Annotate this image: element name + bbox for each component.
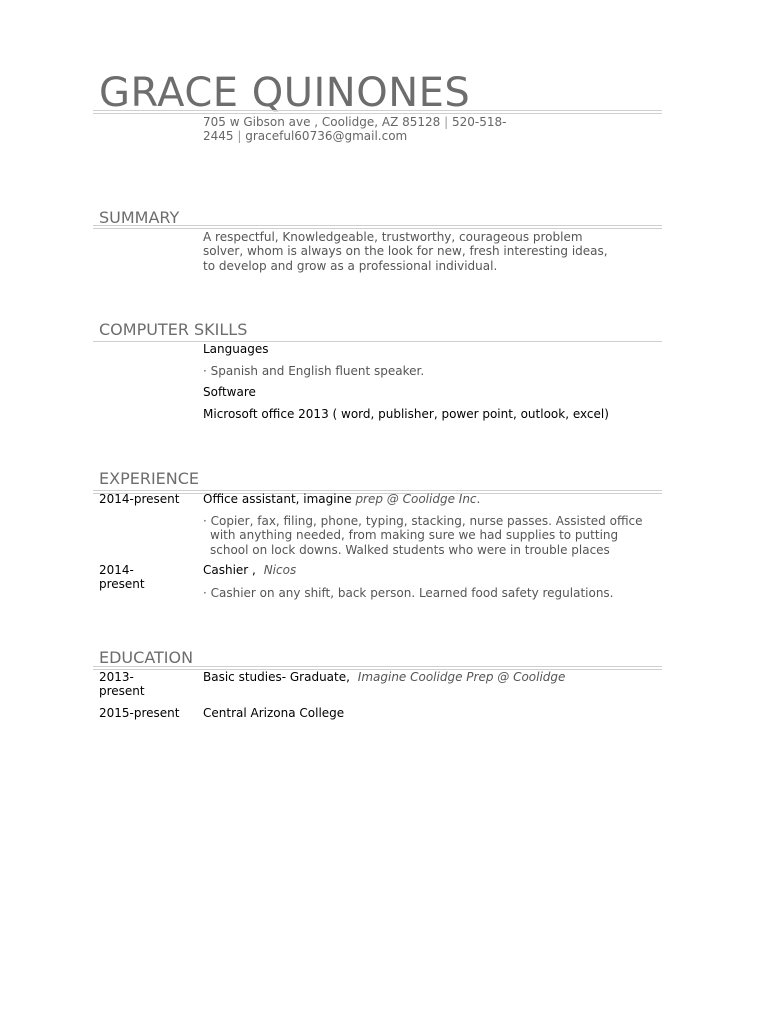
- separator: |: [237, 129, 242, 143]
- summary-line: solver, whom is always on the look for new, fresh interesting ideas,: [203, 244, 608, 259]
- software-label: Software: [203, 385, 256, 399]
- job-bullet-line: · Copier, fax, filing, phone, typing, stacking, nurse passes. Assisted office: [203, 514, 643, 528]
- languages-bullet: · Spanish and English fluent speaker.: [203, 364, 425, 378]
- email: graceful60736@gmail.com: [245, 129, 408, 143]
- summary-title: SUMMARY: [99, 208, 180, 227]
- address: 705 w Gibson ave , Coolidge, AZ 85128: [203, 115, 441, 129]
- summary-text: [203, 230, 633, 273]
- contact-info: [203, 115, 513, 143]
- job-role: Office assistant, imagine: [203, 492, 352, 506]
- job-title: [203, 563, 296, 577]
- skills-divider: [93, 341, 662, 342]
- education-school: Imagine Coolidge Prep @ Coolidge: [357, 670, 566, 684]
- phone-part-1: 520-518-: [452, 115, 507, 129]
- education-date: [99, 670, 145, 699]
- summary-divider: [93, 225, 662, 229]
- summary-line: to develop and grow as a professional individual.: [203, 258, 498, 273]
- job-org: Nicos: [263, 563, 297, 577]
- education-date-line: present: [99, 684, 145, 699]
- job-date: [99, 563, 145, 592]
- job-description: [203, 514, 648, 557]
- candidate-name: GRACE QUINONES: [99, 70, 471, 116]
- job-date: 2014-present: [99, 492, 180, 506]
- education-entry: Central Arizona College: [203, 706, 345, 720]
- header-divider: [93, 110, 662, 114]
- education-date: 2015-present: [99, 706, 180, 720]
- experience-title: EXPERIENCE: [99, 469, 200, 488]
- education-entry: [203, 670, 565, 684]
- job-org: prep @ Coolidge Inc: [355, 492, 477, 506]
- software-text: Microsoft office 2013 ( word, publisher, power point, outlook, excel): [203, 407, 609, 421]
- job-bullet-line: with anything needed, from making sure we had supplies to putting: [210, 528, 619, 543]
- education-text: Basic studies- Graduate,: [203, 670, 350, 684]
- education-title: EDUCATION: [99, 648, 194, 667]
- job-date-line: present: [99, 577, 145, 592]
- languages-label: Languages: [203, 342, 269, 356]
- job-org-suffix: .: [476, 492, 481, 506]
- job-bullet-line: school on lock downs. Walked students who were in trouble places: [210, 542, 610, 557]
- job-description: · Cashier on any shift, back person. Learned food safety regulations.: [203, 586, 614, 600]
- separator: |: [444, 115, 449, 129]
- skills-title: COMPUTER SKILLS: [99, 320, 248, 339]
- job-date-line: 2014-: [99, 563, 134, 577]
- education-date-line: 2013-: [99, 670, 134, 684]
- phone-part-2: 2445: [203, 129, 234, 143]
- job-role: Cashier ,: [203, 563, 256, 577]
- summary-line: A respectful, Knowledgeable, trustworthy, courageous problem: [203, 230, 583, 244]
- job-title: [203, 492, 480, 506]
